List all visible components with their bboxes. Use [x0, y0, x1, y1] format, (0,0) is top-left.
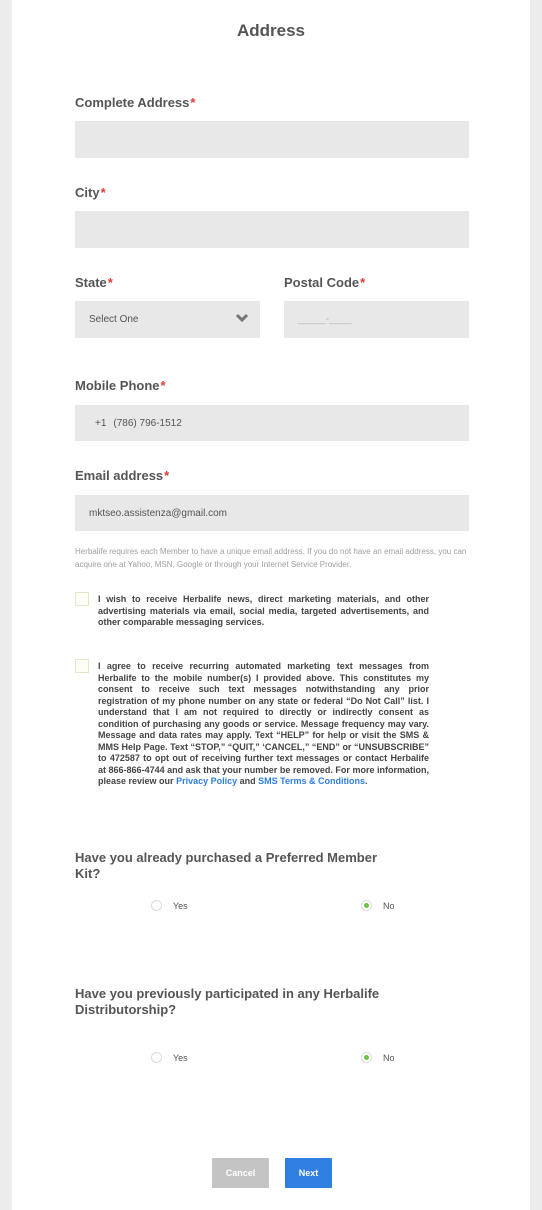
sms-consent-checkbox[interactable]: [75, 659, 89, 673]
complete-address-input[interactable]: [75, 121, 469, 158]
required-mark: *: [360, 275, 366, 290]
preferred-member-kit-question: Have you already purchased a Preferred Member Kit?: [75, 850, 378, 881]
privacy-policy-link[interactable]: Privacy Policy: [176, 776, 238, 786]
distributorship-no-radio[interactable]: [361, 1052, 372, 1063]
distributorship-yes-radio[interactable]: [151, 1052, 162, 1063]
sms-consent-end: .: [365, 776, 368, 786]
required-mark: *: [190, 95, 196, 110]
email-input[interactable]: mktseo.assistenza@gmail.com: [75, 495, 469, 531]
next-button[interactable]: Next: [285, 1158, 332, 1188]
mobile-phone-input[interactable]: [75, 405, 469, 441]
state-label: [75, 275, 113, 290]
state-selected-value: Select One: [89, 314, 139, 325]
city-label: [75, 185, 106, 200]
postal-code-label-text: Postal Code: [284, 275, 360, 290]
distributorship-yes-label: Yes: [173, 1053, 188, 1063]
city-input[interactable]: [75, 211, 469, 248]
chevron-down-icon: [236, 313, 248, 323]
phone-number: (786) 796-1512: [113, 417, 182, 429]
distributorship-no-label: No: [383, 1053, 395, 1063]
sms-consent-and: and: [239, 776, 256, 786]
cancel-button[interactable]: Cancel: [212, 1158, 269, 1188]
kit-yes-radio[interactable]: [151, 900, 162, 911]
sms-consent-body: I agree to receive recurring automated marketing text messages from Herbalife to the mobile number(s) I provided above. This constitutes my consent to receive such text messages notwithstanding any prior registration of my phone number on any state or federal “Do Not Call” list. I understand that I am not required to directly or indirectly consent as condition of purchasing any goods or service. Message frequency may vary. Message and data rates may apply. Text “HELP” for help or visit the SMS & MMS Help Page. Text “STOP,” “QUIT,” ‘CANCEL,” “END” or “UNSUBSCRIBE” to 472587 to opt out of receiving further text messages or contact Herbalife at 866-866-4744 and ask that your number be removed. For more information, please review our: [98, 661, 429, 786]
kit-no-label: No: [383, 901, 395, 911]
distributorship-question: Have you previously participated in any Herbalife Distributorship?: [75, 986, 380, 1017]
email-label-text: Email address: [75, 468, 164, 483]
sms-terms-link[interactable]: SMS Terms & Conditions: [258, 776, 365, 786]
mobile-phone-label-text: Mobile Phone: [75, 378, 160, 393]
state-label-text: State: [75, 275, 107, 290]
postal-code-label: [284, 275, 365, 290]
email-help-text: Herbalife requires each Member to have a unique email address. If you do not have an email address, you can acquire one at Yahoo, MSN, Google or through your Internet Service Provider.: [75, 547, 467, 569]
sms-consent-text: [98, 661, 429, 788]
page-title: Address: [236, 21, 306, 40]
kit-yes-label: Yes: [173, 901, 188, 911]
postal-code-input[interactable]: _____-____: [284, 301, 469, 338]
required-mark: *: [164, 468, 170, 483]
marketing-consent-checkbox[interactable]: [75, 592, 89, 606]
required-mark: *: [100, 185, 106, 200]
required-mark: *: [160, 378, 166, 393]
kit-no-radio[interactable]: [361, 900, 372, 911]
country-code: +1: [95, 417, 107, 429]
complete-address-label: [75, 95, 195, 110]
mobile-phone-label: [75, 378, 166, 393]
marketing-consent-text: I wish to receive Herbalife news, direct marketing materials, and other advertising materials via email, social media, targeted advertisements, and other comparable messaging services.: [98, 594, 429, 627]
email-label: [75, 468, 169, 483]
city-label-text: City: [75, 185, 100, 200]
complete-address-label-text: Complete Address: [75, 95, 190, 110]
state-select[interactable]: [75, 301, 260, 338]
required-mark: *: [107, 275, 113, 290]
